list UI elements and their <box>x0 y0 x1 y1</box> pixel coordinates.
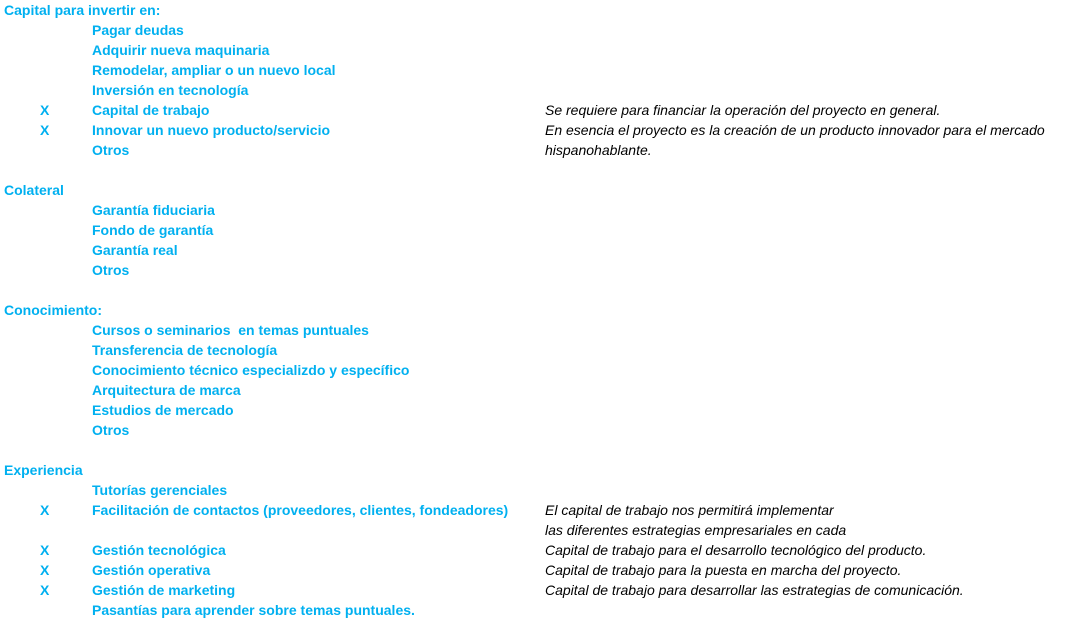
item-label: Transferencia de tecnología <box>92 342 278 358</box>
item-label: Capital de trabajo <box>92 102 210 118</box>
table-row[interactable] <box>0 340 1069 360</box>
table-row[interactable] <box>0 560 1069 580</box>
table-row[interactable] <box>0 140 1069 160</box>
table-row[interactable] <box>0 320 1069 340</box>
item-note: hispanohablante. <box>545 142 652 158</box>
selection-mark: X <box>40 122 50 138</box>
section-header-row[interactable] <box>0 180 1069 200</box>
section-heading-conocimiento: Conocimiento: <box>4 302 102 318</box>
item-label: Remodelar, ampliar o un nuevo local <box>92 62 336 78</box>
section-heading-colateral: Colateral <box>4 182 64 198</box>
table-row[interactable] <box>0 580 1069 600</box>
table-row[interactable] <box>0 260 1069 280</box>
table-row[interactable] <box>0 120 1069 140</box>
item-note: Capital de trabajo para desarrollar las estrategias de comunicación. <box>545 582 964 598</box>
table-row[interactable] <box>0 40 1069 60</box>
item-label: Otros <box>92 422 130 438</box>
section-header-row[interactable] <box>0 460 1069 480</box>
selection-mark: X <box>40 542 50 558</box>
item-label: Pasantías para aprender sobre temas puntuales. <box>92 602 415 618</box>
table-row[interactable] <box>0 20 1069 40</box>
table-row[interactable] <box>0 520 1069 540</box>
item-label: Gestión operativa <box>92 562 211 578</box>
item-note: El capital de trabajo nos permitirá implementar <box>545 502 834 518</box>
table-row[interactable] <box>0 80 1069 100</box>
table-row[interactable] <box>0 400 1069 420</box>
table-row[interactable] <box>0 420 1069 440</box>
item-label: Arquitectura de marca <box>92 382 241 398</box>
item-label: Cursos o seminarios en temas puntuales <box>92 322 369 338</box>
section-heading-experiencia: Experiencia <box>4 462 83 478</box>
item-label: Otros <box>92 262 130 278</box>
item-label: Garantía real <box>92 242 178 258</box>
table-row[interactable] <box>0 480 1069 500</box>
item-label: Otros <box>92 142 130 158</box>
table-row[interactable] <box>0 100 1069 120</box>
selection-mark: X <box>40 582 50 598</box>
item-label: Tutorías gerenciales <box>92 482 228 498</box>
table-row[interactable] <box>0 60 1069 80</box>
table-row[interactable] <box>0 500 1069 520</box>
item-note: Se requiere para financiar la operación del proyecto en general. <box>545 102 941 118</box>
selection-mark: X <box>40 502 50 518</box>
item-note: Capital de trabajo para el desarrollo tecnológico del producto. <box>545 542 927 558</box>
item-label: Pagar deudas <box>92 22 184 38</box>
table-row[interactable] <box>0 380 1069 400</box>
table-row[interactable] <box>0 200 1069 220</box>
table-row[interactable] <box>0 240 1069 260</box>
selection-mark: X <box>40 562 50 578</box>
item-label: Gestión tecnológica <box>92 542 226 558</box>
item-label: Innovar un nuevo producto/servicio <box>92 122 331 138</box>
item-label: Adquirir nueva maquinaria <box>92 42 270 58</box>
item-note: En esencia el proyecto es la creación de un producto innovador para el mercado <box>545 122 1045 138</box>
section-header-row[interactable] <box>0 300 1069 320</box>
table-row[interactable] <box>0 220 1069 240</box>
section-heading-capital: Capital para invertir en: <box>4 2 161 18</box>
table-row[interactable] <box>0 360 1069 380</box>
selection-mark: X <box>40 102 50 118</box>
item-note: Capital de trabajo para la puesta en marcha del proyecto. <box>545 562 902 578</box>
item-label: Estudios de mercado <box>92 402 234 418</box>
section-header-row[interactable] <box>0 0 1069 20</box>
item-label: Gestión de marketing <box>92 582 236 598</box>
item-label: Garantía fiduciaria <box>92 202 215 218</box>
item-label: Facilitación de contactos (proveedores, clientes, fondeadores) <box>92 502 509 518</box>
table-row[interactable] <box>0 540 1069 560</box>
item-label: Inversión en tecnología <box>92 82 249 98</box>
table-row[interactable] <box>0 600 1069 620</box>
item-note: las diferentes estrategias empresariales en cada <box>545 522 847 538</box>
item-label: Conocimiento técnico especializdo y específico <box>92 362 410 378</box>
item-label: Fondo de garantía <box>92 222 214 238</box>
